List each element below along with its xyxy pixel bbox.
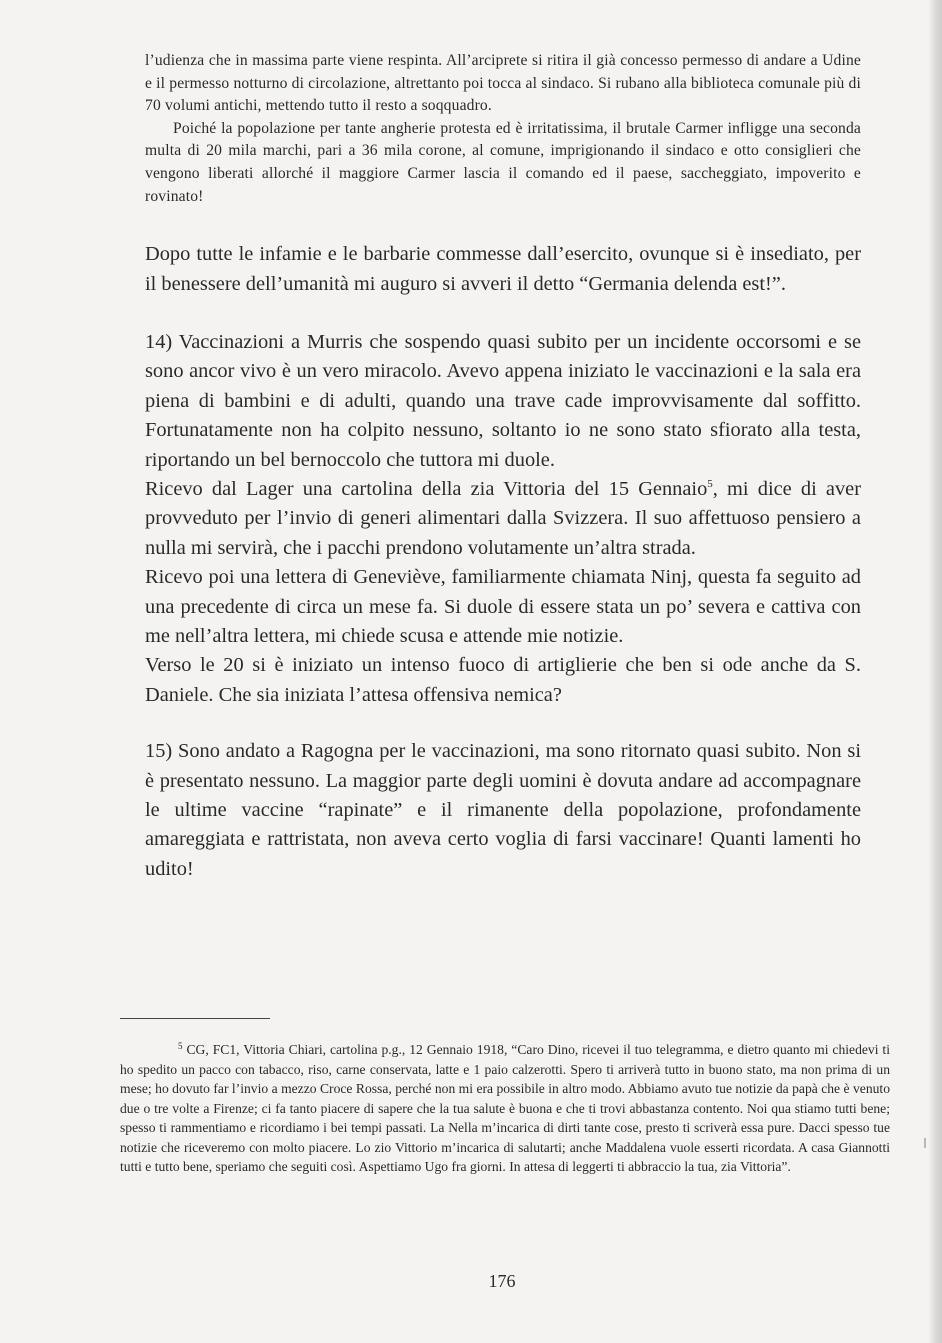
closing-paragraph: Dopo tutte le infamie e le barbarie commesse dall’esercito, ovunque si è insediato, per il benessere dell’umanità mi auguro si avveri il detto “Germania delenda est!”.: [145, 243, 861, 295]
entry-14-p2-text-a: Ricevo dal Lager una cartolina della zia Vittoria del 15 Gennaio: [145, 478, 708, 500]
entry-14-paragraph-3: Ricevo poi una lettera di Geneviève, familiarmente chiamata Ninj, questa fa seguito ad una precedente di circa un mese fa. Si duole di essere stata un po’ severa e cattiva con me nell’altra lettera, mi chiede scusa e attende mie notizie.: [145, 566, 861, 648]
entry-14-paragraph-2: [145, 475, 861, 563]
entry-14-paragraph-1: 14) Vaccinazioni a Murris che sospendo quasi subito per un incidente occorsomi e se sono ancor vivo è un vero miracolo. Avevo appena iniziato le vaccinazioni e la sala era piena di bambini e di adulti, quando una trave cade improvvisamente dal soffitto. Fortunatamente non ha colpito nessuno, soltanto io ne sono stato sfiorato alla testa, riportando un bel bernoccolo che tuttora mi duole.: [145, 330, 861, 471]
top-paragraph-2: Poiché la popolazione per tante angherie protesta ed è irritatissima, il brutale Carmer infligge una seconda multa di 20 mila marchi, pari a 36 mila corone, al comune, imprigionando il sindaco e otto consiglieri che vengono liberati allorché il maggiore Carmer lascia il comando ed il paese, saccheggiato, impoverito e rovinato!: [145, 119, 861, 205]
entry-14-paragraph-4: Verso le 20 si è iniziato un intenso fuoco di artiglierie che ben si ode anche da S. Daniele. Che sia iniziata l’attesa offensiva nemica?: [145, 654, 861, 706]
page-edge-shadow: [928, 0, 942, 1343]
page-body: [145, 50, 861, 884]
main-section: [145, 240, 861, 884]
footnote: [120, 1040, 890, 1177]
footnote-reference: 5: [707, 478, 713, 490]
footnote-marker: 5: [178, 1041, 183, 1051]
top-section: [145, 50, 861, 208]
entry-14-p2-text-b: , mi dice di aver provveduto per l’invio di generi alimentari dalla Svizzera. Il suo affettuoso pensiero a nulla mi servirà, che i pacchi prendono volutamente un’altra strada.: [145, 478, 861, 559]
page-number: 176: [488, 1271, 516, 1291]
footnote-rule: [120, 1018, 270, 1019]
footnote-text: CG, FC1, Vittoria Chiari, cartolina p.g., 12 Gennaio 1918, “Caro Dino, ricevei il tuo telegramma, e dietro quanto mi chiedevi ti ho spedito un pacco con tabacco, riso, carne conservata, latte e 1 paio calzerotti. Spero ti arriverà tutto in buono stato, ma non prima di un mese; ho dovuto far l’invio a mezzo Croce Rossa, perché non mi era possibile in altro modo. Abbiamo avuto tue notizie da papà che è venuto due o tre volte a Firenze; ci fa tanto piacere di sapere che la tua salute è buona e che ti trovi abbastanza contento. Noi qua stiamo tutti bene; spesso ti rammentiamo e ricordiamo i bei tempi passati. La Nella m’incarica di dirti tante cose, presto ti scriverà essa pure. Dacci spesso tue notizie che riceveremo con molto piacere. Lo zio Vittorio m’incarica di salutarti; anche Maddalena vuole esserti ricordata. A casa Giannotti tutti e tutto bene, speriamo che seguiti così. Aspettiamo Ugo fra giorni. In attesa di leggerti ti abbraccio la tua, zia Vittoria”.: [120, 1042, 890, 1174]
entry-15-paragraph: 15) Sono andato a Ragogna per le vaccinazioni, ma sono ritornato quasi subito. Non si è presentato nessuno. La maggior parte degli uomini è dovuta andare ad accompagnare le ultime vaccine “rapinate” e il rimanente della popolazione, profondamente amareggiata e rattristata, non aveva certo voglia di farsi vaccinare! Quanti lamenti ho udito!: [145, 740, 861, 880]
scan-speck: [924, 1138, 926, 1148]
top-paragraph-1: l’udienza che in massima parte viene respinta. All’arciprete si ritira il già concesso permesso di andare a Udine e il permesso notturno di circolazione, altrettanto poi tocca al sindaco. Si rubano alla biblioteca comunale più di 70 volumi antichi, mettendo tutto il resto a soqquadro.: [145, 52, 861, 115]
